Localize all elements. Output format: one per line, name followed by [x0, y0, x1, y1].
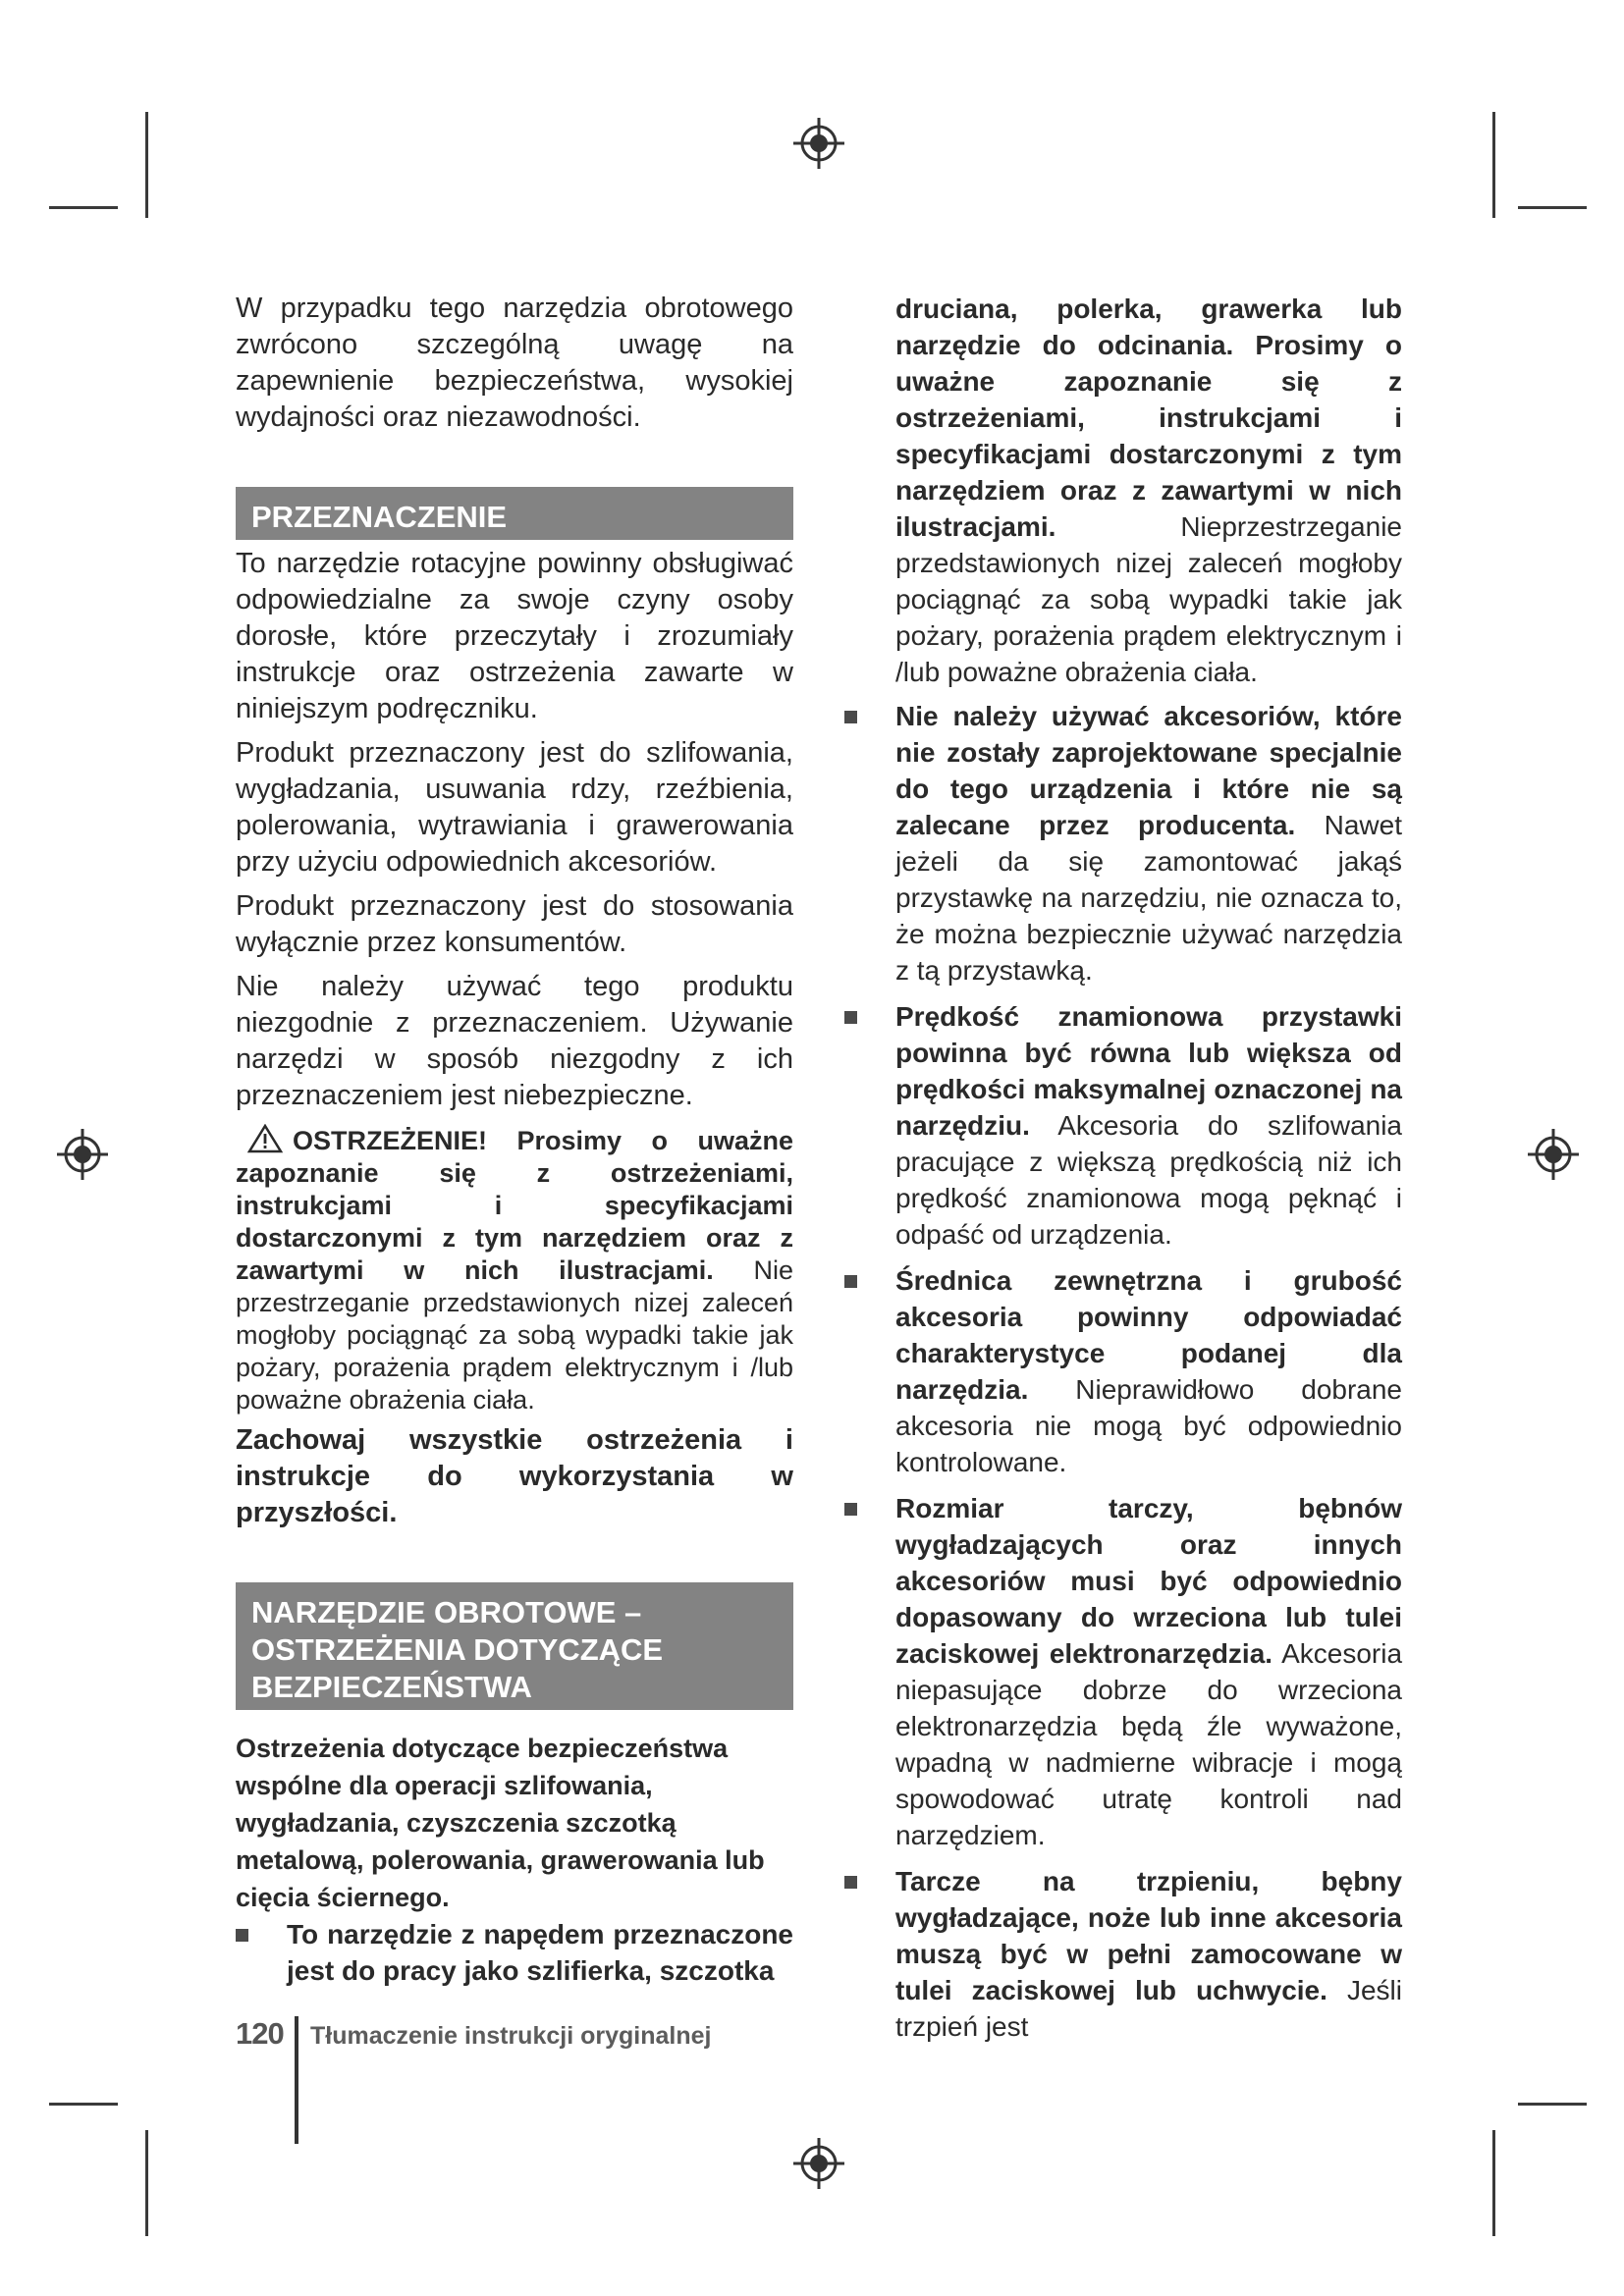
list-item — [895, 998, 1402, 1253]
section-title-safety — [236, 1582, 793, 1710]
list-item — [895, 698, 1402, 988]
list-item-text: Akcesoria do szlifowania pracujące z większą prędkością niż ich prędkość znamionowa mogą pęknąć i odpaść od urządzenia. — [895, 1110, 1403, 1250]
registration-mark-icon — [791, 116, 846, 171]
continuation-bold: druciana, polerka, grawerka lub narzędzie do odcinania. Prosimy o uważne zapoznanie się z ostrzeżeniami, instrukcjami i specyfikacjami dostarczonymi z tym narzędziem oraz z zawartymi w nich ilustracjami. — [895, 294, 1402, 542]
registration-mark-icon — [791, 2136, 846, 2191]
list-item-bold: Rozmiar tarczy, bębnów wygładzających oraz innych akcesoriów musi być odpowiednio dopasowany do wrzeciona lub tulei zaciskowej elektronarzędzia. — [895, 1493, 1402, 1669]
crop-mark — [145, 112, 148, 218]
purpose-paragraph: Produkt przeznaczony jest do stosowania wyłącznie przez konsumentów. — [236, 890, 793, 958]
section-title-line: BEZPIECZEŃSTWA — [251, 1670, 532, 1704]
warning-triangle-icon — [247, 1124, 283, 1153]
registration-mark-icon — [55, 1127, 110, 1182]
purpose-paragraph: Nie należy używać tego produktu niezgodnie z przeznaczeniem. Używanie narzędzi w sposób niezgodny z ich przeznaczeniem jest niebezpieczne. — [236, 971, 793, 1111]
warning-text: Nie przestrzeganie przedstawionych nizej zaleceń mogłoby pociągnąć za sobą wypadki takie jak pożary, porażenia prądem elektrycznym i /lub poważne obrażenia ciała. — [236, 1255, 793, 1415]
safety-subtitle: Ostrzeżenia dotyczące bezpieczeństwa wspólne dla operacji szlifowania, wygładzania, czyszczenia szczotką metalową, polerowania, grawerowania lub cięcia ściernego. — [236, 1734, 765, 1912]
keep-instructions-note: Zachowaj wszystkie ostrzeżenia i instrukcje do wykorzystania w przyszłości. — [236, 1424, 793, 1528]
safety-list-right — [895, 698, 1402, 2045]
crop-mark — [1518, 2103, 1587, 2106]
left-column — [236, 291, 793, 1999]
bullet-square-icon — [844, 1503, 857, 1516]
list-item-bold: Prędkość znamionowa przystawki powinna być równa lub większa od prędkości maksymalnej oznaczonej na narzędziu. — [895, 1001, 1402, 1141]
list-item-bold: Średnica zewnętrzna i grubość akcesoria powinny odpowiadać charakterystyce podanej dla narzędzia. — [895, 1265, 1402, 1405]
bullet-square-icon — [844, 1011, 857, 1024]
warning-bold-text: Prosimy o uważne zapoznanie się z ostrzeżeniami, instrukcjami i specyfikacjami dostarczonymi z tym narzędziem oraz z zawartymi w nich ilustracjami. — [236, 1126, 793, 1285]
section-title-line: NARZĘDZIE OBROTOWE – — [251, 1595, 642, 1629]
bullet-square-icon — [844, 1876, 857, 1889]
list-item-bold: Tarcze na trzpieniu, bębny wygładzające, noże lub inne akcesoria muszą być w pełni zamocowane w tulei zaciskowej lub uchwycie. — [895, 1866, 1402, 2005]
list-item-text: Jeśli trzpień jest — [895, 1975, 1402, 2042]
list-item — [895, 1262, 1402, 1480]
crop-mark — [1518, 206, 1587, 209]
crop-mark — [49, 206, 118, 209]
list-item — [895, 1863, 1402, 2045]
list-item-text: To narzędzie z napędem przeznaczone jest do pracy jako szlifierka, szczotka — [287, 1919, 793, 1986]
footer-caption: Tłumaczenie instrukcji oryginalnej — [310, 2022, 712, 2050]
crop-mark — [49, 2103, 118, 2106]
section-title-przeznaczenie: PRZEZNACZENIE — [236, 487, 793, 540]
purpose-paragraph: Produkt przeznaczony jest do szlifowania, wygładzania, usuwania rdzy, rzeźbienia, polerowania, wytrawiania i grawerowania przy użyciu odpowiednich akcesoriów. — [236, 737, 793, 878]
page-number: 120 — [236, 2016, 284, 2051]
safety-list-left — [236, 1916, 793, 1989]
right-column — [895, 291, 1402, 2055]
list-item — [895, 1490, 1402, 1853]
crop-mark — [1492, 112, 1495, 218]
crop-mark — [145, 2130, 148, 2236]
footer-divider — [295, 2016, 298, 2144]
intro-paragraph: W przypadku tego narzędzia obrotowego zwrócono szczególną uwagę na zapewnienie bezpieczeństwa, wysokiej wydajności oraz niezawodności. — [236, 293, 793, 433]
continuation-paragraph — [895, 291, 1402, 690]
bullet-square-icon — [844, 1275, 857, 1288]
purpose-paragraph: To narzędzie rotacyjne powinny obsługiwać odpowiedzialne za swoje czyny osoby dorosłe, które przeczytały i zrozumiały instrukcje oraz ostrzeżenia zawarte w niniejszym podręczniku. — [236, 548, 793, 724]
warning-label: OSTRZEŻENIE! — [293, 1126, 488, 1155]
list-item-text: Akcesoria niepasujące dobrze do wrzeciona elektronarzędzia będą źle wyważone, wpadną w nadmierne wibracje i mogą spowodować utratę kontroli nad narzędziem. — [895, 1638, 1403, 1850]
registration-mark-icon — [1526, 1127, 1581, 1182]
list-item-bold: Nie należy używać akcesoriów, które nie zostały zaprojektowane specjalnie do tego urządzenia i które nie są zalecane przez producenta. — [895, 701, 1402, 840]
list-item — [287, 1916, 793, 1989]
crop-mark — [1492, 2130, 1495, 2236]
bullet-square-icon — [236, 1929, 248, 1942]
bullet-square-icon — [844, 711, 857, 723]
list-item-text: Nieprawidłowo dobrane akcesoria nie mogą być odpowiednio kontrolowane. — [895, 1374, 1403, 1477]
warning-block — [236, 1124, 793, 1416]
section-title-line: OSTRZEŻENIA DOTYCZĄCE — [251, 1632, 664, 1667]
list-item-text: Nawet jeżeli da się zamontować jakąś przystawkę na narzędziu, nie oznacza to, że można bezpiecznie używać narzędzia z tą przystawką. — [895, 810, 1402, 986]
continuation-text: Nieprzestrzeganie przedstawionych nizej zaleceń mogłoby pociągnąć za sobą wypadki takie jak pożary, porażenia prądem elektrycznym i /lub poważne obrażenia ciała. — [895, 511, 1402, 687]
